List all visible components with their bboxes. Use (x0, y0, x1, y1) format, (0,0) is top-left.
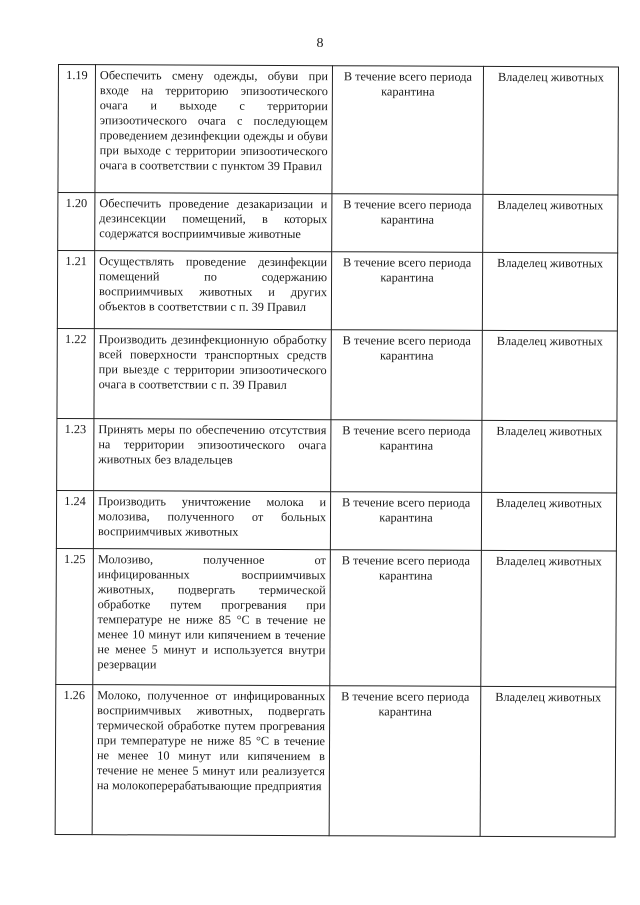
row-number: 1.21 (57, 251, 94, 329)
table-row (55, 684, 616, 836)
measure-text: Молоко, полученное от инфицированных восприимчивых животных, подвергать термической обработке путем прогревания при температуре не ниже 85 °С в течение не менее 10 минут или кипячением в течение не менее 5 минут или реализуется на молокоперерабатывающие предприятия (92, 685, 330, 836)
term-text: В течение всего периода карантина (331, 330, 482, 421)
responsible-text: Владелец животных (483, 194, 618, 253)
term-text: В течение всего периода карантина (331, 420, 482, 493)
table-row (57, 328, 617, 420)
term-text: В течение всего периода карантина (330, 550, 482, 687)
page-number: 8 (316, 36, 324, 51)
row-number: 1.23 (57, 418, 94, 490)
responsible-text: Владелец животных (482, 252, 617, 331)
responsible-text: Владелец животных (481, 550, 617, 687)
responsible-text: Владелец животных (480, 686, 616, 837)
measure-text: Производить дезинфекционную обработку всей поверхности транспортных средств при выезде с территории эпизоотического очага в соответствии с п. 39 Правил (94, 329, 331, 420)
table-row (56, 548, 617, 686)
responsible-text: Владелец животных (482, 330, 617, 421)
table-row (58, 193, 618, 253)
row-number: 1.26 (55, 684, 93, 834)
measure-text: Обеспечить проведение дезакаризации и дезинсекции помещений, в которых содержатся восприимчивые животные (95, 193, 332, 252)
term-text: В течение всего периода карантина (332, 66, 484, 195)
responsible-text: Владелец животных (481, 492, 616, 551)
row-number: 1.20 (58, 193, 95, 251)
table-row (57, 251, 617, 331)
term-text: В течение всего периода карантина (332, 194, 483, 253)
table-row (57, 418, 617, 492)
responsible-text: Владелец животных (483, 66, 619, 195)
measure-text: Принять меры по обеспечению отсутствия на территории эпизоотического очага животных без владельцев (94, 419, 331, 492)
table-row (56, 490, 616, 550)
table-row (58, 65, 619, 195)
responsible-text: Владелец животных (482, 420, 617, 493)
measure-text: Молозиво, полученное от инфицированных восприимчивых животных, подвергать термической обработке путем прогревания при температуре не ниже 85 °С в течение не менее 10 минут или кипячением в течение не менее 5 минут и используется внутри резервации (93, 549, 331, 686)
row-number: 1.24 (56, 490, 93, 548)
row-number: 1.22 (57, 328, 94, 418)
measure-text: Производить уничтожение молока и молозива, полученного от больных восприимчивых животных (93, 491, 330, 550)
measures-table (55, 64, 619, 837)
term-text: В течение всего периода карантина (330, 492, 481, 551)
measure-text: Обеспечить смену одежды, обуви при входе на территорию эпизоотического очага и выходе с территории эпизоотического очага с последующем проведением дезинфекции одежды и обуви при выходе с территории эпизоотического очага в соответствии с пунктом 39 Правил (95, 65, 333, 194)
measure-text: Осуществлять проведение дезинфекции помещений по содержанию восприимчивых животных и других объектов в соответствии с п. 39 Правил (94, 251, 331, 330)
row-number: 1.19 (58, 65, 96, 193)
term-text: В течение всего периода карантина (331, 252, 482, 331)
term-text: В течение всего периода карантина (329, 686, 481, 837)
row-number: 1.25 (56, 548, 94, 684)
